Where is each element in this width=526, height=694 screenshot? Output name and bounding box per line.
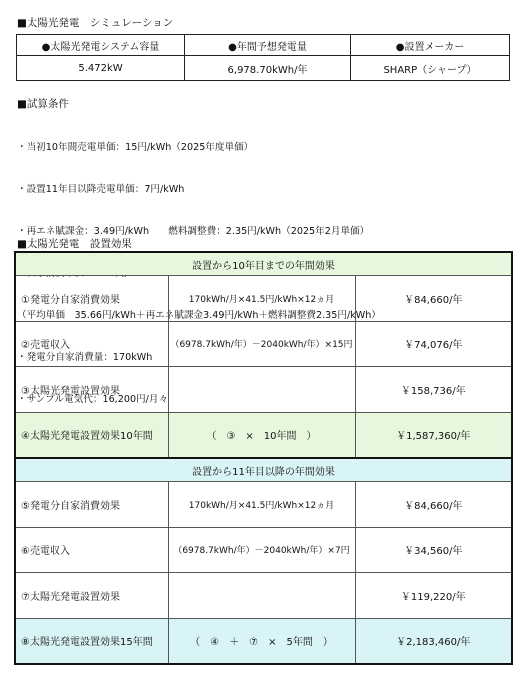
row-label: ②売電収入 xyxy=(15,321,168,367)
table-row xyxy=(15,321,512,367)
row-calculation: （ ③ × 10年間 ） xyxy=(168,412,355,458)
table-row-total xyxy=(15,618,512,664)
row-calculation xyxy=(168,367,355,413)
row-label: ⑥売電収入 xyxy=(15,527,168,573)
system-spec-table xyxy=(16,34,510,81)
row-label: ③太陽光発電設置効果 xyxy=(15,367,168,413)
condition-item: ・発電分自家消費量：170kWh xyxy=(17,352,153,363)
condition-item: ・当初10年間売電単価：15円/kWh（2025年度単価） xyxy=(17,142,254,153)
conditions-heading: ■試算条件 xyxy=(17,98,69,110)
condition-item: （平均単価 35.66円/kWh＋再エネ賦課金3.49円/kWh＋燃料調整費2.35円/kWh） xyxy=(17,310,381,321)
manufacturer-value: SHARP（シャープ） xyxy=(351,56,510,81)
row-label: ⑦太陽光発電設置効果 xyxy=(15,573,168,619)
table-row xyxy=(15,367,512,413)
table-row-total xyxy=(15,412,512,458)
installation-effect-table xyxy=(14,251,513,665)
section2-title: 設置から11年目以降の年間効果 xyxy=(15,458,512,482)
row-calculation: 170kWh/月×41.5円/kWh×12ヵ月 xyxy=(168,276,355,322)
row-calculation xyxy=(168,573,355,619)
table-row xyxy=(15,482,512,528)
row-value: ￥74,076/年 xyxy=(355,321,512,367)
row-calculation: （ ④ ＋ ⑦ × 5年間 ） xyxy=(168,618,355,664)
table-row xyxy=(15,573,512,619)
row-label: ⑧太陽光発電設置効果15年間 xyxy=(15,618,168,664)
row-label: ①発電分自家消費効果 xyxy=(15,276,168,322)
row-label: ⑤発電分自家消費効果 xyxy=(15,482,168,528)
row-calculation: （6978.7kWh/年）－2040kWh/年）×15円 xyxy=(168,321,355,367)
row-value: ￥2,183,460/年 xyxy=(355,618,512,664)
row-calculation: 170kWh/月×41.5円/kWh×12ヵ月 xyxy=(168,482,355,528)
capacity-header: ●太陽光発電システム容量 xyxy=(17,35,185,56)
capacity-value: 5.472kW xyxy=(17,56,185,81)
row-value: ￥1,587,360/年 xyxy=(355,412,512,458)
row-calculation: （6978.7kWh/年）－2040kWh/年）×7円 xyxy=(168,527,355,573)
table-row xyxy=(15,276,512,322)
condition-item: ・サンプル電気代：16,200円/月々 xyxy=(17,394,169,405)
manufacturer-header: ●設置メーカー xyxy=(351,35,510,56)
row-value: ￥158,736/年 xyxy=(355,367,512,413)
simulation-heading: ■太陽光発電 シミュレーション xyxy=(17,17,174,29)
row-value: ￥119,220/年 xyxy=(355,573,512,619)
effect-heading: ■太陽光発電 設置効果 xyxy=(17,238,132,250)
row-label: ④太陽光発電設置効果10年間 xyxy=(15,412,168,458)
annual-generation-header: ●年間予想発電量 xyxy=(185,35,351,56)
row-value: ￥84,660/年 xyxy=(355,276,512,322)
row-value: ￥34,560/年 xyxy=(355,527,512,573)
annual-generation-value: 6,978.70kWh/年 xyxy=(185,56,351,81)
row-value: ￥84,660/年 xyxy=(355,482,512,528)
condition-item: ・設置11年目以降売電単価：7円/kWh xyxy=(17,184,185,195)
table-row xyxy=(15,527,512,573)
section1-title: 設置から10年目までの年間効果 xyxy=(15,252,512,276)
condition-item: ・再エネ賦課金：3.49円/kWh 燃料調整費：2.35円/kWh（2025年2月単価） xyxy=(17,226,370,237)
